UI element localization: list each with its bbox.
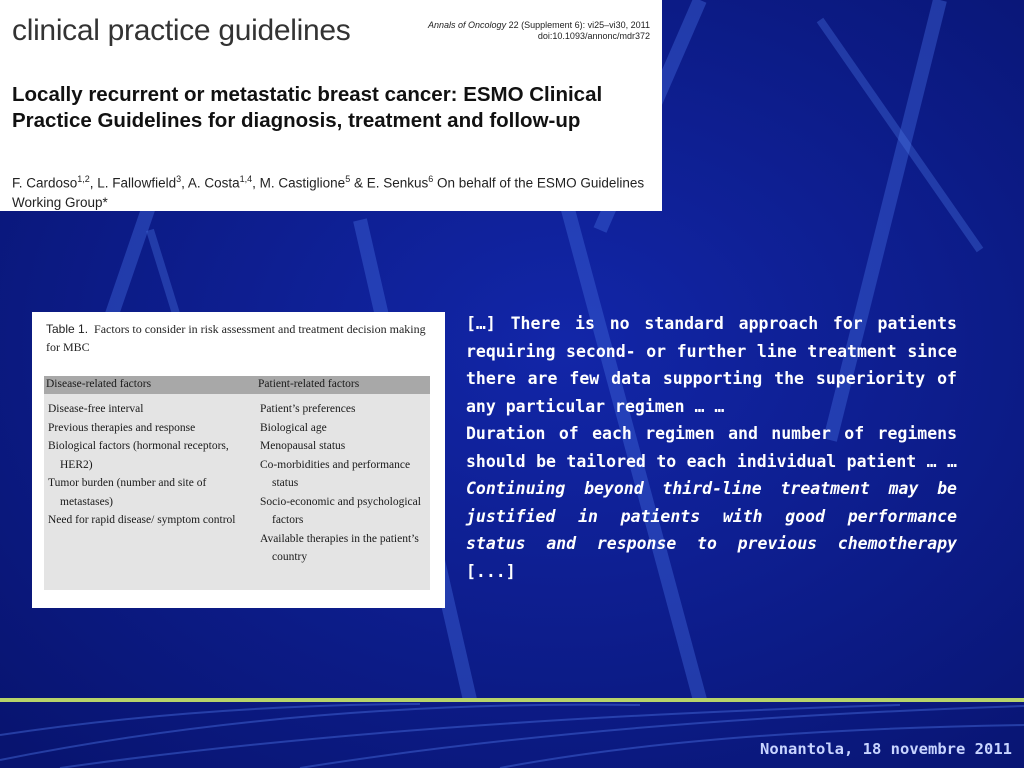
quote-paragraph-1: […] There is no standard approach for patients requiring second- or further line treatment since there are few data supporting the superiority of any particular regimen … … xyxy=(466,314,957,416)
quote-paragraph-2: Duration of each regimen and number of regimens should be tailored to each individual patient … … Continuing beyond third-line treatment may be justified in patients with good performance status and response to previous chemotherapy [...] xyxy=(466,424,957,581)
citation-volume: 22 (Supplement 6): vi25–vi30, 2011 xyxy=(506,20,650,30)
citation-doi: doi:10.1093/annonc/mdr372 xyxy=(537,31,650,41)
table-caption xyxy=(46,320,436,356)
table-caption-text: Factors to consider in risk assessment and treatment decision making for MBC xyxy=(46,322,426,354)
table-cell: Need for rapid disease/ symptom control xyxy=(48,514,236,526)
factors-table xyxy=(44,376,430,590)
citation xyxy=(428,20,650,42)
table-cell: Co-morbidities and performance status xyxy=(260,458,411,489)
table-cell: Patient’s preferences xyxy=(260,403,356,415)
footer-place-date: Nonantola, 18 novembre 2011 xyxy=(760,740,1012,758)
quote-italic-emphasis: Continuing beyond third-line treatment may be justified in patients with good performance status and response to previous chemotherapy xyxy=(466,479,957,553)
table-header-patient: Patient-related factors xyxy=(258,378,360,390)
risk-factors-table-image xyxy=(32,312,445,608)
journal-section-name: clinical practice guidelines xyxy=(12,14,351,47)
table-header-row xyxy=(44,376,430,394)
table-cell: Biological factors (hormonal receptors, HER2) xyxy=(48,440,229,471)
guideline-quote xyxy=(466,310,957,585)
table-cell: Biological age xyxy=(260,421,327,434)
author-list: F. Cardoso$^{1,2}$, L. Fallowfield$^3$, A. Costa$^{1,4}$, M. Castiglione$^5$ & E. Senkus$^6$ On behalf of the ESMO Guidelines Working Group* xyxy=(12,174,645,210)
patient-factors-column xyxy=(258,400,430,567)
journal-header-image xyxy=(0,0,662,211)
table-cell: Tumor burden (number and site of metastases) xyxy=(48,477,207,508)
table-cell: Previous therapies and response xyxy=(48,421,196,434)
table-cell: Socio-economic and psychological factors xyxy=(260,495,421,526)
article-title: Locally recurrent or metastatic breast cancer: ESMO Clinical Practice Guidelines for diagnosis, treatment and follow-up xyxy=(12,83,603,132)
table-caption-label: Table 1. xyxy=(46,322,89,336)
citation-journal: Annals of Oncology xyxy=(428,20,507,30)
table-cell: Disease-free interval xyxy=(48,403,144,415)
table-cell: Available therapies in the patient’s country xyxy=(260,532,419,563)
table-cell: Menopausal status xyxy=(260,440,346,452)
disease-factors-column xyxy=(46,400,246,530)
table-header-disease: Disease-related factors xyxy=(46,378,152,390)
